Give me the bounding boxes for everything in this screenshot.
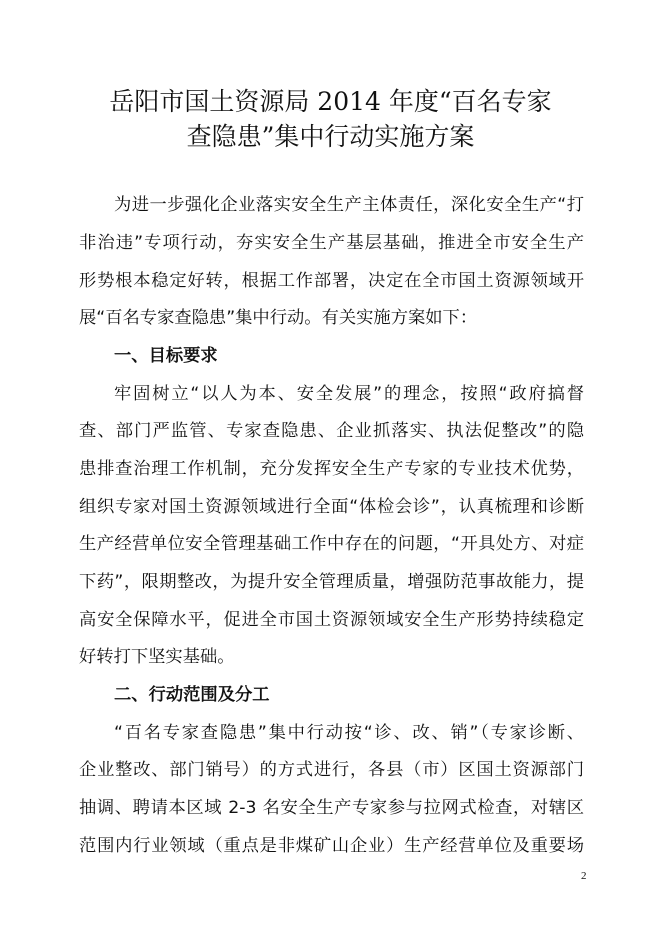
paragraph-line: 查、部门严监管、专家查隐患、企业抓落实、执法促整改”的隐 (79, 421, 584, 441)
paragraph-line: 高安全保障水平，促进全市国土资源领域安全生产形势持续稳定 (79, 610, 584, 630)
paragraph-line: 范围内行业领域（重点是非煤矿山企业）生产经营单位及重要场 (79, 836, 584, 856)
document-title-line-2: 查隐患”集中行动实施方案 (186, 122, 475, 151)
paragraph-line: 展“百名专家查隐患”集中行动。有关实施方案如下： (79, 308, 478, 328)
paragraph-line: 组织专家对国土资源领域进行全面“体检会诊”，认真梳理和诊断 (79, 497, 584, 517)
paragraph-line: 患排查治理工作机制，充分发挥安全生产专家的专业技术优势， (79, 459, 584, 479)
paragraph-line: 抽调、聘请本区域 2-3 名安全生产专家参与拉网式检查，对辖区 (79, 798, 584, 818)
paragraph-line: “百名专家查隐患”集中行动按“诊、改、销”（专家诊断、 (114, 723, 584, 743)
page-number: 2 (581, 870, 587, 882)
paragraph-line: 非治违”专项行动，夯实安全生产基层基础，推进全市安全生产 (79, 233, 584, 253)
paragraph-line: 下药”，限期整改，为提升安全管理质量，增强防范事故能力，提 (79, 572, 584, 592)
document-title-line-1: 岳阳市国土资源局 2014 年度“百名专家 (109, 87, 552, 116)
section-heading: 一、目标要求 (114, 346, 218, 366)
paragraph-line: 牢固树立“以人为本、安全发展”的理念，按照“政府搞督 (114, 384, 584, 404)
paragraph-line: 为进一步强化企业落实安全生产主体责任，深化安全生产“打 (114, 195, 584, 215)
paragraph-line: 生产经营单位安全管理基础工作中存在的问题，“开具处方、对症 (79, 534, 584, 554)
paragraph-line: 好转打下坚实基础。 (79, 647, 235, 667)
paragraph-line: 形势根本稳定好转，根据工作部署，决定在全市国土资源领域开 (79, 271, 584, 291)
paragraph-line: 企业整改、部门销号）的方式进行，各县（市）区国土资源部门 (79, 760, 584, 780)
section-heading: 二、行动范围及分工 (114, 685, 270, 705)
